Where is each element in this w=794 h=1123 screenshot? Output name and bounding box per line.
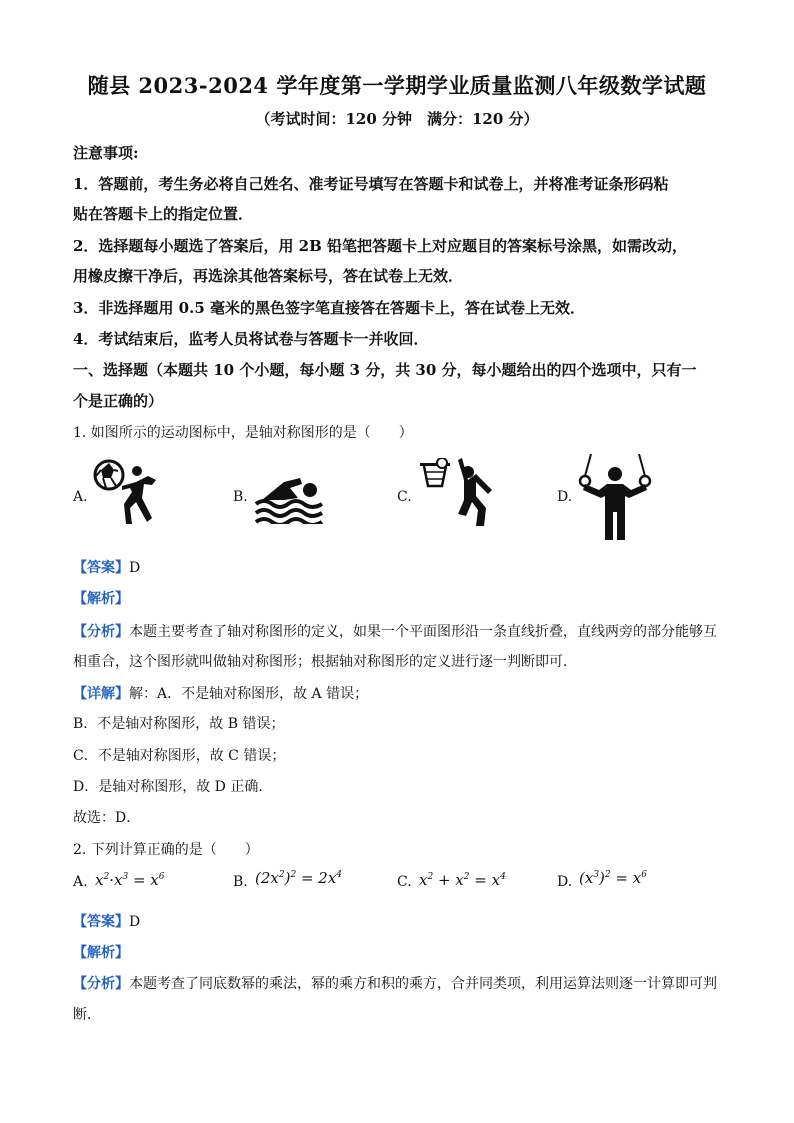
q1-option-b-label: B. <box>233 489 248 505</box>
note-line-2: 贴在答题卡上的指定位置． <box>73 205 254 223</box>
q1-fenxi-line-2: 相重合，这个图形就叫做轴对称图形；根据轴对称图形的定义进行逐一判断即可． <box>73 654 577 670</box>
section-heading-line-1: 一、选择题（本题共 10 个小题，每小题 3 分，共 30 分，每小题给出的四个选项中，只有一 <box>73 361 697 379</box>
q1-xiangjie-line-2: B．不是轴对称图形，故 B 错误； <box>73 716 285 732</box>
q1-answer-line <box>73 557 140 577</box>
q2-analysis-line <box>73 942 129 962</box>
gymnast-rings-icon <box>577 454 653 542</box>
q1-answer-value: D <box>129 560 141 576</box>
q1-conclusion: 故选：D． <box>73 810 141 826</box>
q2-answer-line <box>73 911 140 931</box>
note-line-4: 用橡皮擦干净后，再选涂其他答案标号，答在试卷上无效． <box>73 267 464 285</box>
swimmer-icon <box>254 470 324 524</box>
notes-heading: 注意事项: <box>73 144 139 162</box>
q2-analysis-tag: 【解析】 <box>73 945 129 961</box>
q1-option-a-label: A. <box>73 489 88 505</box>
q2-option-a-label: A. <box>73 874 88 890</box>
q2-option-d-formula: $(x^3)^2 = x^6$ <box>579 869 647 887</box>
q1-fenxi-tag: 【分析】 <box>73 624 129 640</box>
q2-option-c-label: C. <box>397 874 412 890</box>
q1-xiangjie-tag: 【详解】 <box>73 686 129 702</box>
q2-fenxi-line-1 <box>73 973 717 993</box>
q1-xiangjie-line-1 <box>73 683 368 703</box>
q1-analysis-line <box>73 588 129 608</box>
q1-xiangjie-line-3: C．不是轴对称图形，故 C 错误； <box>73 748 286 764</box>
basketball-player-icon <box>418 458 502 530</box>
q2-option-a-formula: $x^2\cdot x^3 = x^6$ <box>95 871 165 889</box>
q1-option-c-label: C. <box>397 489 412 505</box>
q1-fenxi-line-1 <box>73 621 717 641</box>
q1-fenxi-text-1: 本题主要考查了轴对称图形的定义，如果一个平面图形沿一条直线折叠，直线两旁的部分能够互 <box>129 624 717 640</box>
section-heading-line-2: 个是正确的） <box>73 392 164 410</box>
q1-analysis-tag: 【解析】 <box>73 591 129 607</box>
exam-subtitle: （考试时间：120 分钟 满分：120 分） <box>255 110 539 128</box>
q2-option-d-label: D. <box>557 874 573 890</box>
q2-fenxi-tag: 【分析】 <box>73 976 129 992</box>
q2-option-b-formula: $(2x^2)^2 = 2x^4$ <box>255 869 343 887</box>
page-title: 随县 2023-2024 学年度第一学期学业质量监测八年级数学试题 <box>87 73 707 98</box>
q1-xiangjie-text-1: 解：A．不是轴对称图形，故 A 错误； <box>129 686 369 702</box>
q1-xiangjie-line-4: D．是轴对称图形，故 D 正确． <box>73 779 273 795</box>
q1-answer-tag: 【答案】 <box>73 560 129 576</box>
note-line-5: 3．非选择题用 0.5 毫米的黑色签字笔直接答在答题卡上，答在试卷上无效． <box>73 299 585 317</box>
note-line-1: 1．答题前，考生务必将自己姓名、准考证号填写在答题卡和试卷上，并将准考证条形码粘 <box>73 175 669 193</box>
soccer-player-icon <box>92 458 168 530</box>
q2-fenxi-line-2: 断． <box>73 1007 101 1023</box>
q2-option-c-formula: $x^2 + x^2 = x^4$ <box>419 871 506 889</box>
note-line-3: 2．选择题每小题选了答案后，用 2B 铅笔把答题卡上对应题目的答案标号涂黑，如需改动， <box>73 237 688 255</box>
q2-option-b-label: B. <box>233 874 248 890</box>
q2-answer-tag: 【答案】 <box>73 914 129 930</box>
q2-answer-value: D <box>129 914 141 930</box>
note-line-6: 4．考试结束后，监考人员将试卷与答题卡一并收回． <box>73 330 429 348</box>
q2-stem: 2. 下列计算正确的是（ ） <box>73 842 259 858</box>
q1-option-d-label: D. <box>557 489 573 505</box>
q1-stem: 1. 如图所示的运动图标中，是轴对称图形的是（ ） <box>73 425 413 441</box>
q2-fenxi-text-1: 本题考查了同底数幂的乘法，幂的乘方和积的乘方，合并同类项，利用运算法则逐一计算即可判 <box>129 976 717 992</box>
